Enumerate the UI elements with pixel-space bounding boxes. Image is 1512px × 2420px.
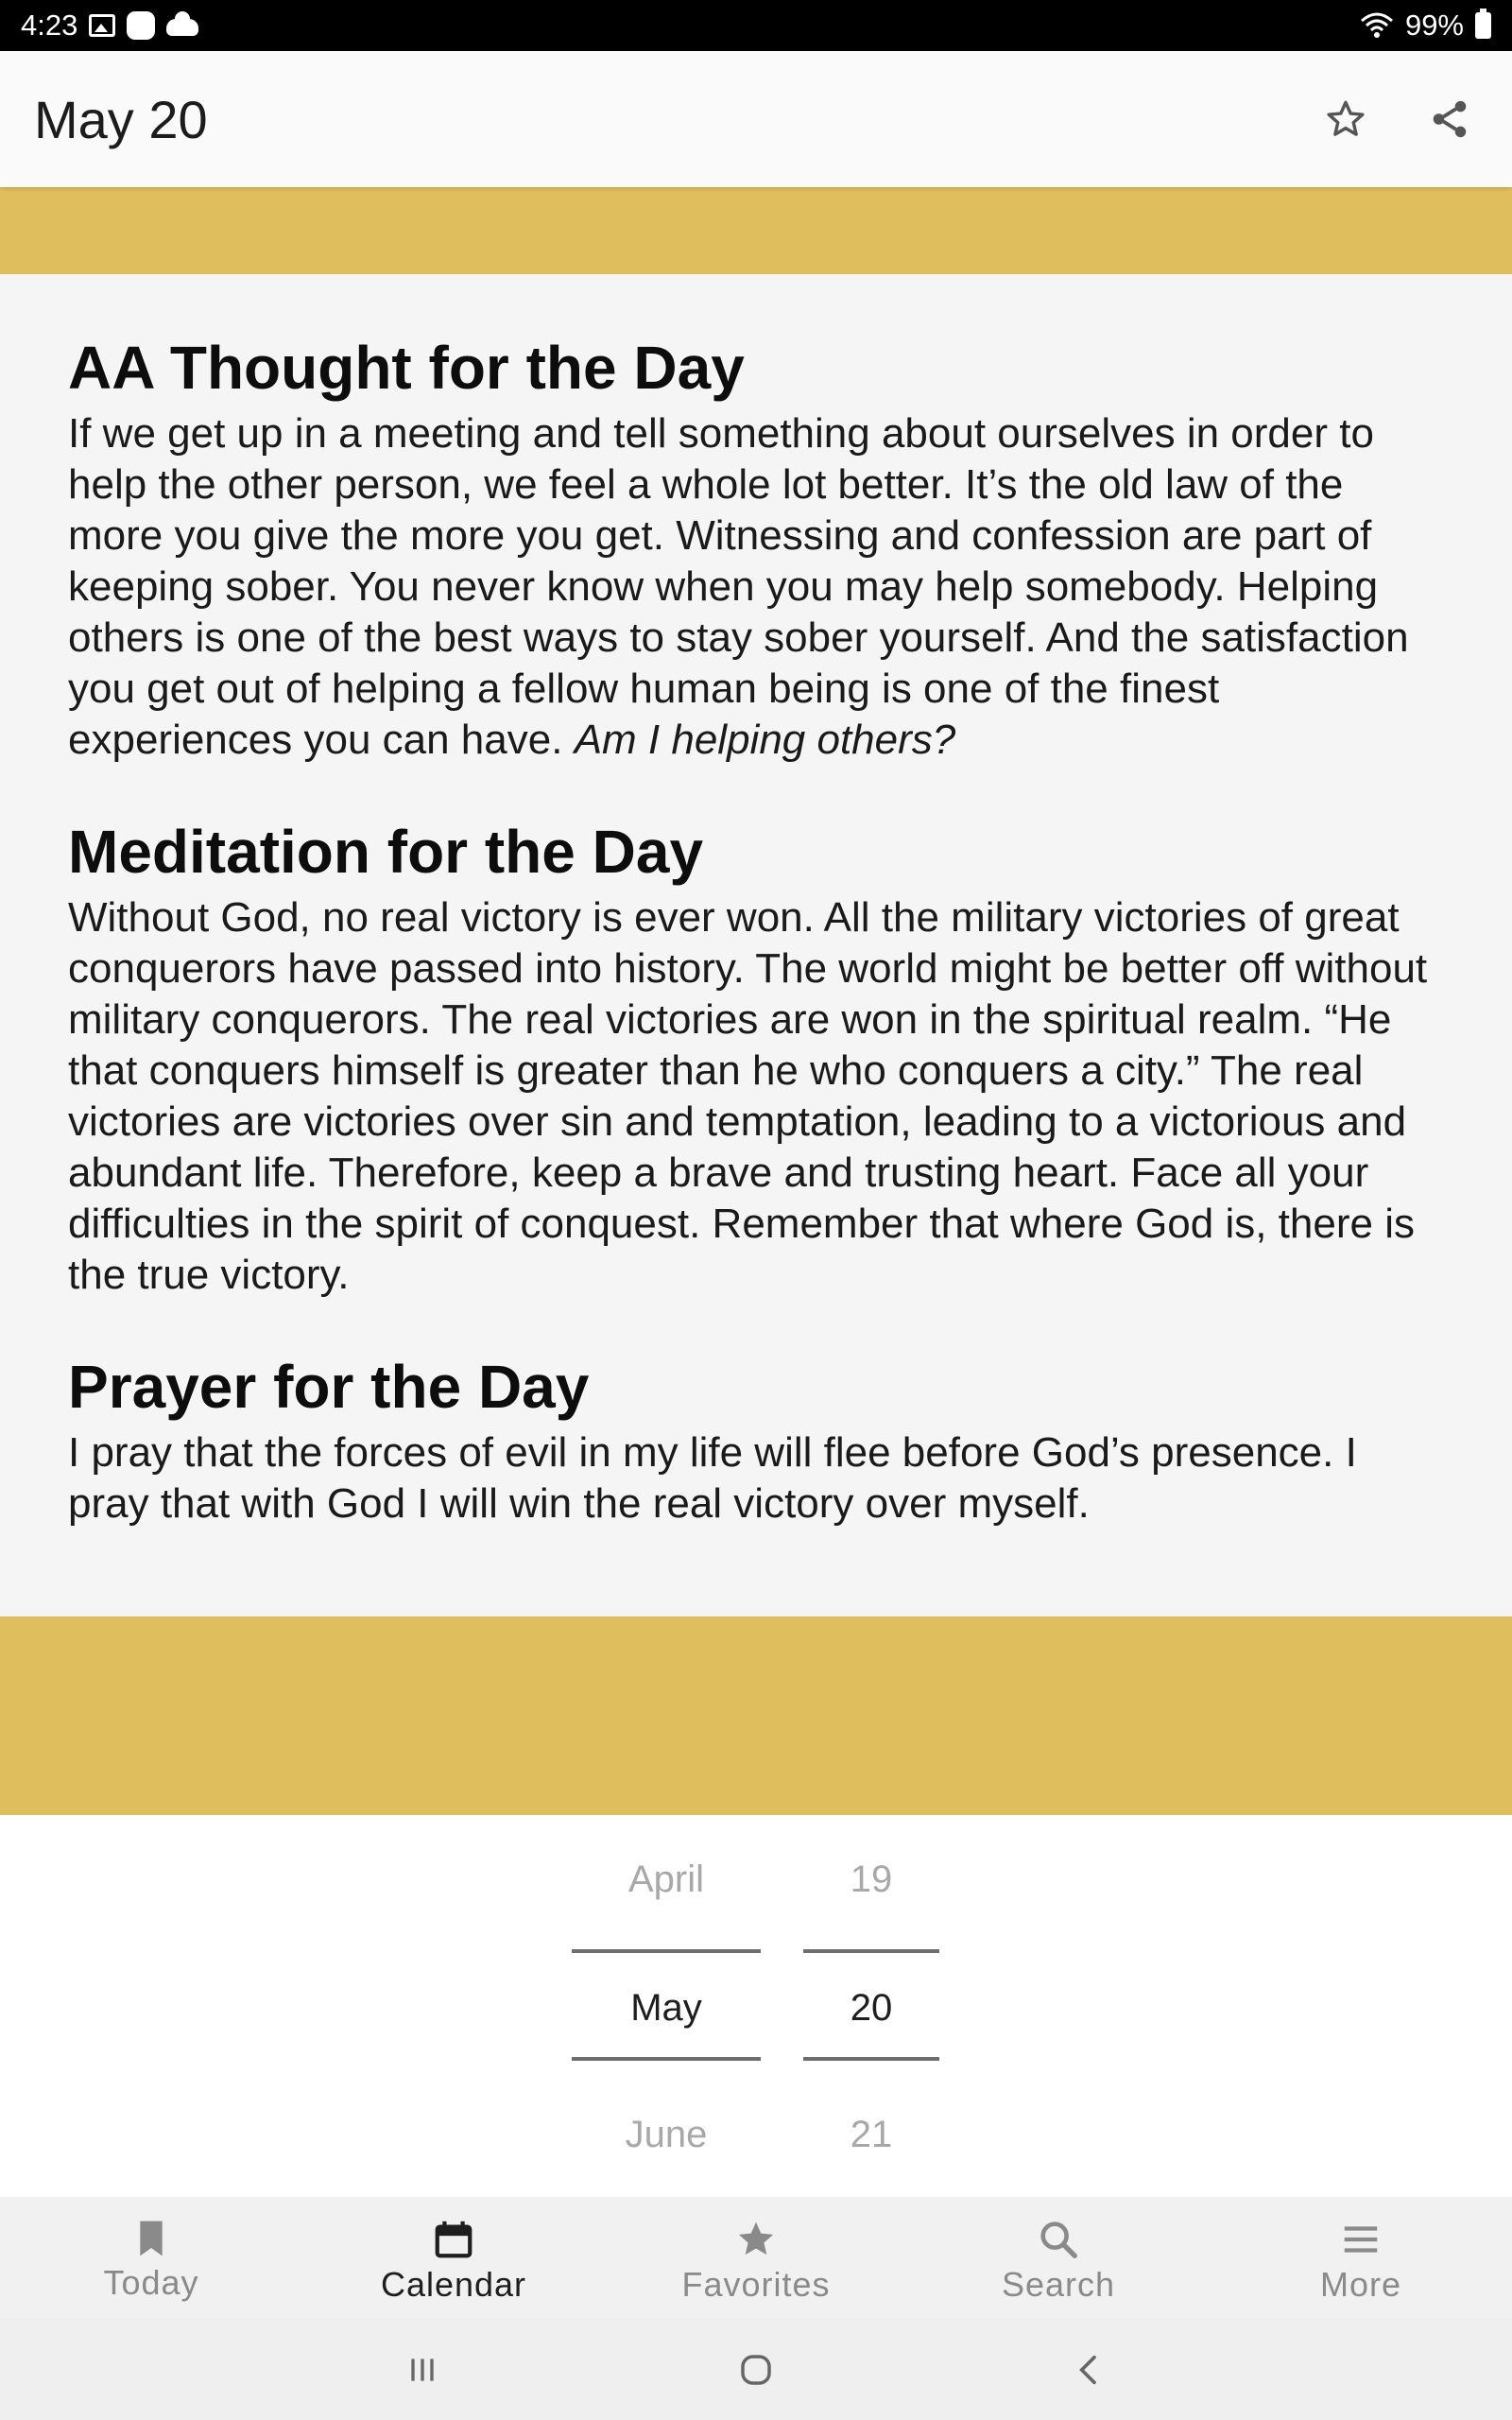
back-icon [1071, 2351, 1108, 2389]
battery-percent: 99% [1404, 9, 1464, 42]
picker-divider [572, 1949, 761, 1953]
nav-label: More [1319, 2265, 1402, 2304]
thought-question: Am I helping others? [574, 717, 956, 763]
status-bar [0, 0, 1512, 51]
back-button[interactable] [1064, 2344, 1115, 2395]
wifi-icon [1360, 11, 1394, 40]
day-selected[interactable]: 20 [850, 1987, 893, 2029]
prayer-title: Prayer for the Day [68, 1353, 590, 1421]
month-next[interactable]: June [625, 2114, 708, 2155]
menu-icon [1339, 2218, 1383, 2261]
share-button[interactable] [1425, 95, 1474, 144]
home-button[interactable] [730, 2344, 782, 2395]
nav-today[interactable] [0, 2197, 302, 2318]
picker-divider [803, 2057, 939, 2061]
gold-band-top [0, 187, 1512, 274]
system-nav-bar [0, 2318, 1512, 2420]
nav-label: Search [1001, 2265, 1116, 2304]
app-bar [0, 51, 1512, 187]
meditation-body: Without God, no real victory is ever won. All the military victories of great conquerors have passed into history. The world might be better off without military conquerors. The real victories are won in the spiritual realm. “He that conquers himself is greater than he who conquers a city.” The real victories are victories over sin and temptation, leading to a victorious and abundant life. Therefore, keep a brave and trusting heart. Face all your difficulties in the spirit of conquest. Remember that where God is, there is the true victory. [68, 894, 1428, 1298]
search-icon [1037, 2218, 1080, 2261]
thought-body [68, 408, 1444, 766]
cloud-icon [166, 19, 198, 36]
status-time: 4:23 [21, 9, 78, 42]
page-title: May 20 [34, 89, 208, 149]
status-left [21, 9, 198, 43]
nav-more[interactable] [1210, 2197, 1512, 2318]
reading-content [0, 274, 1512, 1616]
month-wheel[interactable] [572, 1815, 761, 2197]
nav-favorites[interactable] [605, 2197, 907, 2318]
app-actions [1321, 95, 1474, 144]
nav-label: Favorites [681, 2265, 831, 2304]
nav-label: Calendar [380, 2265, 527, 2304]
day-prev[interactable]: 19 [850, 1858, 893, 1900]
picker-divider [572, 2057, 761, 2061]
nav-calendar[interactable] [302, 2197, 605, 2318]
star-outline-icon [1324, 97, 1367, 141]
favorite-button[interactable] [1321, 95, 1370, 144]
recents-icon [404, 2351, 441, 2389]
day-next[interactable]: 21 [850, 2114, 893, 2155]
thought-title: AA Thought for the Day [68, 334, 745, 402]
picker-divider [803, 1949, 939, 1953]
circle-notification-icon [127, 11, 155, 40]
recents-button[interactable] [397, 2344, 448, 2395]
nav-search[interactable] [907, 2197, 1210, 2318]
nav-label: Today [103, 2263, 199, 2302]
calendar-icon [432, 2218, 475, 2261]
day-wheel[interactable] [803, 1815, 939, 2197]
bookmark-icon [132, 2218, 170, 2259]
month-prev[interactable]: April [627, 1858, 705, 1900]
star-icon [734, 2218, 778, 2261]
home-icon [736, 2350, 776, 2390]
prayer-body: I pray that the forces of evil in my life will flee before God’s presence. I pray that with God I will win the real victory over myself. [68, 1429, 1357, 1527]
bottom-nav [0, 2197, 1512, 2318]
gold-band-bottom [0, 1616, 1512, 1815]
status-right [1360, 9, 1491, 43]
month-selected[interactable]: May [630, 1987, 702, 2029]
battery-icon [1475, 12, 1491, 39]
meditation-title: Meditation for the Day [68, 818, 704, 886]
image-icon [89, 14, 115, 37]
date-picker [0, 1815, 1512, 2197]
share-icon [1428, 97, 1471, 141]
thought-text: If we get up in a meeting and tell something about ourselves in order to help the other person, we feel a whole lot better. It’s the old law of the more you give the more you get. Witnessing and confession are part of keeping sober. You never know when you may help somebody. Helping others is one of the best ways to stay sober yourself. And the satisfaction you get out of helping a fellow human being is one of the finest experiences you can have. [68, 410, 1409, 763]
